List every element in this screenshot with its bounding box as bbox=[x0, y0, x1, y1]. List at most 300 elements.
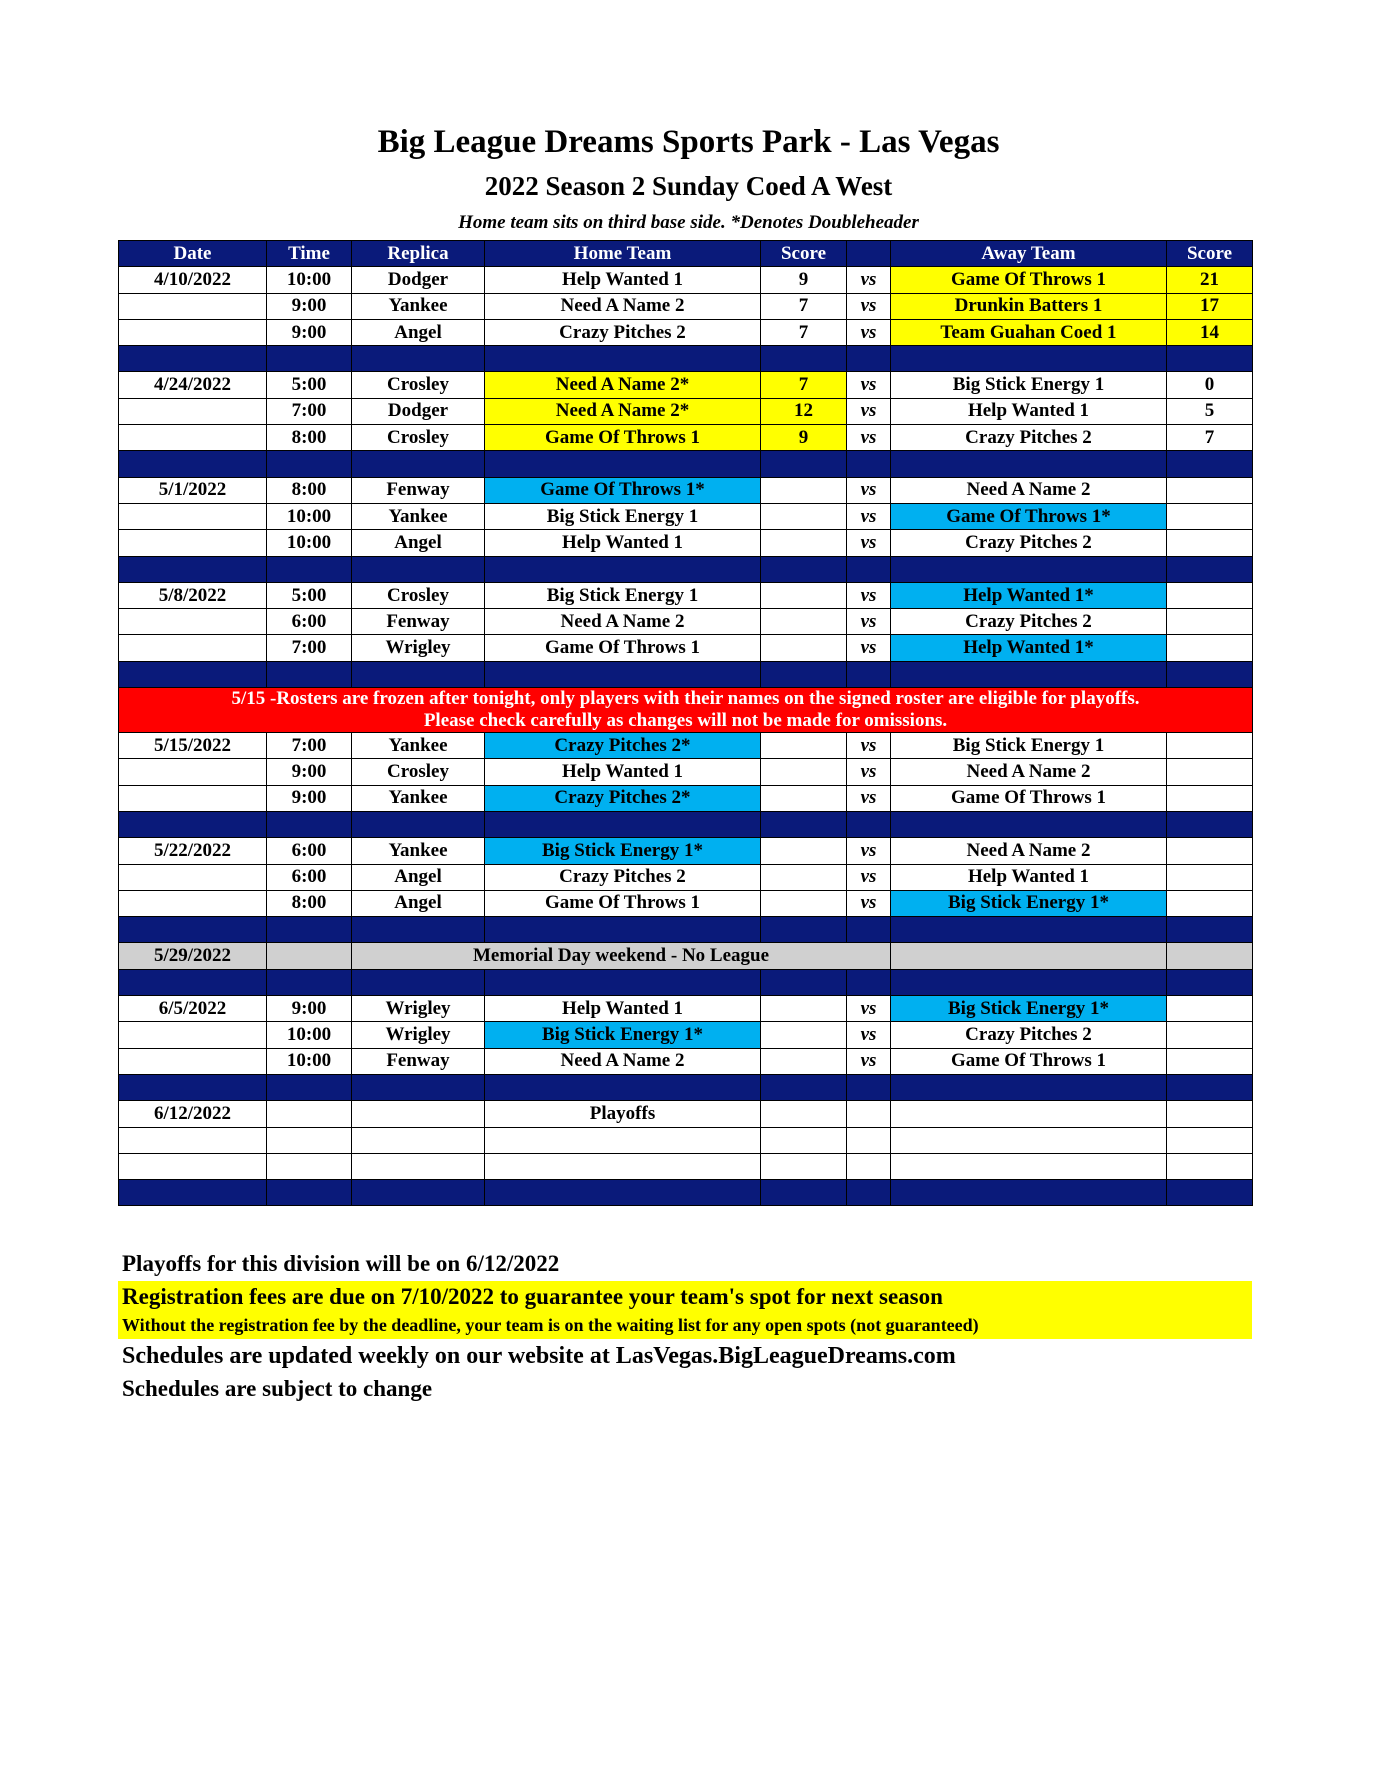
empty-cell bbox=[761, 556, 847, 582]
game-row bbox=[119, 890, 1253, 916]
away-team-cell: Team Guahan Coed 1 bbox=[891, 319, 1167, 345]
empty-cell bbox=[352, 969, 485, 995]
home-team-cell: Help Wanted 1 bbox=[485, 996, 761, 1022]
date-cell bbox=[119, 319, 267, 345]
away-team-cell: Game Of Throws 1* bbox=[891, 503, 1167, 529]
table-header-row bbox=[119, 241, 1253, 267]
playoffs-row bbox=[119, 1101, 1253, 1127]
registration-note: Registration fees are due on 7/10/2022 to guarantee your team's spot for next season bbox=[122, 1284, 943, 1309]
home-score-cell bbox=[761, 890, 847, 916]
time-cell: 7:00 bbox=[267, 733, 352, 759]
time-cell: 6:00 bbox=[267, 609, 352, 635]
col-date: Date bbox=[119, 241, 267, 267]
date-cell: 5/15/2022 bbox=[119, 733, 267, 759]
col-vs bbox=[847, 241, 891, 267]
empty-cell bbox=[1167, 969, 1253, 995]
empty-cell bbox=[1167, 556, 1253, 582]
vs-cell: vs bbox=[847, 477, 891, 503]
game-row bbox=[119, 864, 1253, 890]
empty-cell bbox=[267, 1180, 352, 1206]
replica-cell: Angel bbox=[352, 530, 485, 556]
replica-cell: Wrigley bbox=[352, 996, 485, 1022]
away-team-cell: Need A Name 2 bbox=[891, 477, 1167, 503]
empty-cell bbox=[267, 346, 352, 372]
schedule-table bbox=[118, 240, 1253, 1206]
home-team-cell: Big Stick Energy 1* bbox=[485, 1022, 761, 1048]
replica-cell: Wrigley bbox=[352, 1022, 485, 1048]
page-title: Big League Dreams Sports Park - Las Vegas bbox=[377, 124, 1000, 160]
empty-cell bbox=[891, 661, 1167, 687]
empty-cell bbox=[847, 1153, 891, 1179]
date-cell: 6/12/2022 bbox=[119, 1101, 267, 1127]
empty-cell bbox=[891, 917, 1167, 943]
empty-cell bbox=[891, 811, 1167, 837]
empty-cell bbox=[1167, 346, 1253, 372]
date-cell bbox=[119, 1048, 267, 1074]
roster-notice bbox=[119, 688, 1253, 733]
vs-cell: vs bbox=[847, 759, 891, 785]
blank-row bbox=[119, 1153, 1253, 1179]
empty-cell bbox=[891, 1101, 1167, 1127]
time-cell: 7:00 bbox=[267, 635, 352, 661]
empty-cell bbox=[119, 917, 267, 943]
vs-cell: vs bbox=[847, 635, 891, 661]
empty-cell bbox=[847, 1101, 891, 1127]
empty-cell bbox=[119, 556, 267, 582]
date-cell bbox=[119, 785, 267, 811]
home-team-cell: Help Wanted 1 bbox=[485, 530, 761, 556]
empty-cell bbox=[119, 811, 267, 837]
empty-cell bbox=[352, 451, 485, 477]
away-score-cell bbox=[1167, 582, 1253, 608]
home-score-cell: 7 bbox=[761, 372, 847, 398]
empty-cell bbox=[119, 1074, 267, 1100]
notice-line-1: 5/15 -Rosters are frozen after tonight, only players with their names on the signed roster are eligible for playoffs. bbox=[231, 688, 1140, 710]
away-score-cell bbox=[1167, 609, 1253, 635]
home-score-cell bbox=[761, 1022, 847, 1048]
date-cell: 5/1/2022 bbox=[119, 477, 267, 503]
date-cell bbox=[119, 864, 267, 890]
home-score-cell bbox=[761, 864, 847, 890]
date-cell: 5/22/2022 bbox=[119, 838, 267, 864]
empty-cell bbox=[119, 1127, 267, 1153]
empty-cell bbox=[847, 1127, 891, 1153]
home-team-cell: Game Of Throws 1 bbox=[485, 425, 761, 451]
game-row bbox=[119, 759, 1253, 785]
home-team-cell: Help Wanted 1 bbox=[485, 267, 761, 293]
away-team-cell: Help Wanted 1 bbox=[891, 398, 1167, 424]
home-score-cell bbox=[761, 477, 847, 503]
date-cell bbox=[119, 759, 267, 785]
notice-line-2: Please check carefully as changes will not be made for omissions. bbox=[423, 710, 948, 732]
date-cell bbox=[119, 890, 267, 916]
away-team-cell: Crazy Pitches 2 bbox=[891, 1022, 1167, 1048]
empty-cell bbox=[891, 451, 1167, 477]
empty-cell bbox=[1167, 811, 1253, 837]
empty-cell bbox=[119, 661, 267, 687]
home-score-cell: 12 bbox=[761, 398, 847, 424]
empty-cell bbox=[847, 969, 891, 995]
empty-cell bbox=[352, 1180, 485, 1206]
empty-cell bbox=[1167, 1127, 1253, 1153]
empty-cell bbox=[761, 917, 847, 943]
vs-cell: vs bbox=[847, 372, 891, 398]
away-score-cell bbox=[1167, 838, 1253, 864]
separator-row bbox=[119, 917, 1253, 943]
date-cell bbox=[119, 635, 267, 661]
vs-cell: vs bbox=[847, 996, 891, 1022]
game-row bbox=[119, 1048, 1253, 1074]
separator-row bbox=[119, 811, 1253, 837]
away-score-cell bbox=[1167, 996, 1253, 1022]
replica-cell: Fenway bbox=[352, 609, 485, 635]
vs-cell: vs bbox=[847, 890, 891, 916]
date-cell: 5/8/2022 bbox=[119, 582, 267, 608]
empty-cell bbox=[1167, 1074, 1253, 1100]
empty-cell bbox=[119, 969, 267, 995]
empty-cell bbox=[267, 811, 352, 837]
empty-cell bbox=[485, 346, 761, 372]
away-team-cell: Help Wanted 1* bbox=[891, 635, 1167, 661]
date-cell bbox=[119, 398, 267, 424]
empty-cell bbox=[847, 451, 891, 477]
home-team-cell: Need A Name 2 bbox=[485, 1048, 761, 1074]
away-team-cell: Crazy Pitches 2 bbox=[891, 530, 1167, 556]
empty-cell bbox=[891, 1180, 1167, 1206]
home-team-cell: Help Wanted 1 bbox=[485, 759, 761, 785]
away-team-cell: Big Stick Energy 1* bbox=[891, 996, 1167, 1022]
separator-row bbox=[119, 346, 1253, 372]
playoffs-note: Playoffs for this division will be on 6/12/2022 bbox=[122, 1251, 560, 1276]
notice-row bbox=[119, 688, 1253, 733]
date-cell bbox=[119, 1022, 267, 1048]
replica-cell: Crosley bbox=[352, 372, 485, 398]
separator-row bbox=[119, 1074, 1253, 1100]
game-row bbox=[119, 398, 1253, 424]
game-row bbox=[119, 1022, 1253, 1048]
away-score-cell: 14 bbox=[1167, 319, 1253, 345]
away-score-cell bbox=[1167, 635, 1253, 661]
date-cell: 4/10/2022 bbox=[119, 267, 267, 293]
date-cell: 4/24/2022 bbox=[119, 372, 267, 398]
empty-cell bbox=[847, 1074, 891, 1100]
away-score-cell bbox=[1167, 890, 1253, 916]
replica-cell: Yankee bbox=[352, 785, 485, 811]
empty-cell bbox=[119, 346, 267, 372]
away-team-cell: Game Of Throws 1 bbox=[891, 267, 1167, 293]
home-team-cell: Need A Name 2* bbox=[485, 398, 761, 424]
empty-cell bbox=[119, 1153, 267, 1179]
vs-cell: vs bbox=[847, 503, 891, 529]
time-cell: 10:00 bbox=[267, 1022, 352, 1048]
replica-cell: Angel bbox=[352, 864, 485, 890]
home-team-cell: Crazy Pitches 2 bbox=[485, 319, 761, 345]
away-team-cell: Game Of Throws 1 bbox=[891, 1048, 1167, 1074]
game-row bbox=[119, 609, 1253, 635]
time-cell: 9:00 bbox=[267, 996, 352, 1022]
col-away-score: Score bbox=[1167, 241, 1253, 267]
date-cell bbox=[119, 425, 267, 451]
time-cell: 10:00 bbox=[267, 1048, 352, 1074]
empty-cell bbox=[847, 917, 891, 943]
empty-cell bbox=[761, 1074, 847, 1100]
empty-cell bbox=[761, 969, 847, 995]
empty-cell bbox=[1167, 1101, 1253, 1127]
empty-cell bbox=[761, 661, 847, 687]
empty-cell bbox=[485, 811, 761, 837]
empty-cell bbox=[267, 1127, 352, 1153]
empty-cell bbox=[352, 1153, 485, 1179]
replica-cell: Yankee bbox=[352, 838, 485, 864]
vs-cell: vs bbox=[847, 733, 891, 759]
empty-cell bbox=[761, 1101, 847, 1127]
replica-cell: Yankee bbox=[352, 733, 485, 759]
change-note: Schedules are subject to change bbox=[122, 1376, 433, 1401]
empty-cell bbox=[1167, 661, 1253, 687]
replica-cell: Fenway bbox=[352, 477, 485, 503]
empty-cell bbox=[352, 811, 485, 837]
away-team-cell: Big Stick Energy 1* bbox=[891, 890, 1167, 916]
game-row bbox=[119, 293, 1253, 319]
empty-cell bbox=[847, 346, 891, 372]
replica-cell: Wrigley bbox=[352, 635, 485, 661]
separator-row bbox=[119, 451, 1253, 477]
away-score-cell bbox=[1167, 759, 1253, 785]
game-row bbox=[119, 477, 1253, 503]
empty-cell bbox=[1167, 451, 1253, 477]
date-cell: 6/5/2022 bbox=[119, 996, 267, 1022]
away-score-cell bbox=[1167, 477, 1253, 503]
replica-cell: Dodger bbox=[352, 267, 485, 293]
vs-cell: vs bbox=[847, 425, 891, 451]
away-team-cell: Crazy Pitches 2 bbox=[891, 609, 1167, 635]
empty-cell bbox=[267, 969, 352, 995]
vs-cell: vs bbox=[847, 530, 891, 556]
time-cell: 5:00 bbox=[267, 582, 352, 608]
time-cell: 10:00 bbox=[267, 267, 352, 293]
home-team-cell: Crazy Pitches 2* bbox=[485, 785, 761, 811]
page-note: Home team sits on third base side. *Denotes Doubleheader bbox=[458, 212, 919, 233]
home-team-cell: Need A Name 2 bbox=[485, 293, 761, 319]
empty-cell bbox=[891, 1127, 1167, 1153]
empty-cell bbox=[267, 451, 352, 477]
empty-cell bbox=[891, 556, 1167, 582]
replica-cell: Dodger bbox=[352, 398, 485, 424]
home-score-cell: 7 bbox=[761, 319, 847, 345]
empty-cell bbox=[847, 661, 891, 687]
date-cell bbox=[119, 530, 267, 556]
empty-cell bbox=[119, 451, 267, 477]
empty-cell bbox=[1167, 1153, 1253, 1179]
empty-cell bbox=[761, 811, 847, 837]
empty-cell bbox=[267, 943, 352, 969]
replica-cell: Angel bbox=[352, 890, 485, 916]
empty-cell bbox=[352, 1127, 485, 1153]
empty-cell bbox=[485, 661, 761, 687]
game-row bbox=[119, 582, 1253, 608]
home-score-cell bbox=[761, 996, 847, 1022]
page-subtitle: 2022 Season 2 Sunday Coed A West bbox=[484, 171, 893, 201]
time-cell: 10:00 bbox=[267, 530, 352, 556]
away-score-cell: 7 bbox=[1167, 425, 1253, 451]
registration-detail: Without the registration fee by the deadline, your team is on the waiting list for any open spots (not guaranteed) bbox=[122, 1315, 979, 1335]
replica-cell: Yankee bbox=[352, 293, 485, 319]
time-cell: 9:00 bbox=[267, 759, 352, 785]
empty-cell bbox=[761, 346, 847, 372]
empty-cell bbox=[352, 556, 485, 582]
home-score-cell bbox=[761, 838, 847, 864]
replica-cell: Yankee bbox=[352, 503, 485, 529]
empty-cell bbox=[1167, 917, 1253, 943]
home-score-cell: 9 bbox=[761, 425, 847, 451]
home-score-cell bbox=[761, 759, 847, 785]
empty-cell bbox=[485, 1074, 761, 1100]
away-team-cell: Help Wanted 1 bbox=[891, 864, 1167, 890]
away-score-cell: 5 bbox=[1167, 398, 1253, 424]
col-home-team: Home Team bbox=[485, 241, 761, 267]
time-cell: 8:00 bbox=[267, 890, 352, 916]
home-team-cell: Big Stick Energy 1 bbox=[485, 503, 761, 529]
game-row bbox=[119, 635, 1253, 661]
away-score-cell bbox=[1167, 733, 1253, 759]
away-score-cell: 0 bbox=[1167, 372, 1253, 398]
empty-cell bbox=[891, 943, 1167, 969]
empty-cell bbox=[847, 811, 891, 837]
vs-cell: vs bbox=[847, 319, 891, 345]
away-score-cell: 17 bbox=[1167, 293, 1253, 319]
empty-cell bbox=[485, 1127, 761, 1153]
home-team-cell: Need A Name 2* bbox=[485, 372, 761, 398]
away-team-cell: Game Of Throws 1 bbox=[891, 785, 1167, 811]
col-away-team: Away Team bbox=[891, 241, 1167, 267]
empty-cell bbox=[485, 1153, 761, 1179]
away-score-cell bbox=[1167, 1048, 1253, 1074]
game-row bbox=[119, 372, 1253, 398]
empty-cell bbox=[352, 917, 485, 943]
away-score-cell: 21 bbox=[1167, 267, 1253, 293]
away-team-cell: Crazy Pitches 2 bbox=[891, 425, 1167, 451]
home-score-cell bbox=[761, 582, 847, 608]
col-replica: Replica bbox=[352, 241, 485, 267]
home-team-cell: Need A Name 2 bbox=[485, 609, 761, 635]
separator-row bbox=[119, 1180, 1253, 1206]
empty-cell bbox=[847, 1180, 891, 1206]
game-row bbox=[119, 267, 1253, 293]
away-score-cell bbox=[1167, 785, 1253, 811]
empty-cell bbox=[267, 661, 352, 687]
home-team-cell: Crazy Pitches 2 bbox=[485, 864, 761, 890]
home-score-cell: 9 bbox=[761, 267, 847, 293]
home-score-cell bbox=[761, 503, 847, 529]
empty-cell bbox=[267, 1101, 352, 1127]
game-row bbox=[119, 319, 1253, 345]
away-team-cell: Drunkin Batters 1 bbox=[891, 293, 1167, 319]
home-score-cell bbox=[761, 733, 847, 759]
home-score-cell bbox=[761, 609, 847, 635]
date-cell bbox=[119, 293, 267, 319]
time-cell: 8:00 bbox=[267, 425, 352, 451]
empty-cell bbox=[847, 556, 891, 582]
empty-cell bbox=[352, 346, 485, 372]
vs-cell: vs bbox=[847, 293, 891, 319]
away-score-cell bbox=[1167, 530, 1253, 556]
empty-cell bbox=[1167, 943, 1253, 969]
replica-cell: Crosley bbox=[352, 582, 485, 608]
empty-cell bbox=[891, 346, 1167, 372]
replica-cell: Crosley bbox=[352, 425, 485, 451]
empty-cell bbox=[761, 1127, 847, 1153]
away-score-cell bbox=[1167, 864, 1253, 890]
game-row bbox=[119, 503, 1253, 529]
time-cell: 7:00 bbox=[267, 398, 352, 424]
schedule-body bbox=[119, 267, 1253, 1206]
empty-cell bbox=[267, 556, 352, 582]
vs-cell: vs bbox=[847, 864, 891, 890]
empty-cell bbox=[485, 969, 761, 995]
empty-cell bbox=[352, 1074, 485, 1100]
date-cell bbox=[119, 503, 267, 529]
website-note: Schedules are updated weekly on our website at LasVegas.BigLeagueDreams.com bbox=[122, 1343, 956, 1369]
home-team-cell: Big Stick Energy 1 bbox=[485, 582, 761, 608]
away-team-cell: Big Stick Energy 1 bbox=[891, 733, 1167, 759]
vs-cell: vs bbox=[847, 267, 891, 293]
replica-cell: Crosley bbox=[352, 759, 485, 785]
vs-cell: vs bbox=[847, 398, 891, 424]
game-row bbox=[119, 996, 1253, 1022]
empty-cell bbox=[119, 1180, 267, 1206]
empty-cell bbox=[485, 556, 761, 582]
vs-cell: vs bbox=[847, 582, 891, 608]
empty-cell bbox=[352, 661, 485, 687]
empty-cell bbox=[891, 969, 1167, 995]
home-team-cell: Big Stick Energy 1* bbox=[485, 838, 761, 864]
home-score-cell: 7 bbox=[761, 293, 847, 319]
game-row bbox=[119, 733, 1253, 759]
separator-row bbox=[119, 661, 1253, 687]
away-score-cell bbox=[1167, 1022, 1253, 1048]
empty-cell bbox=[352, 1101, 485, 1127]
home-team-cell: Game Of Throws 1 bbox=[485, 635, 761, 661]
col-time: Time bbox=[267, 241, 352, 267]
holiday-text: Memorial Day weekend - No League bbox=[352, 943, 891, 969]
vs-cell: vs bbox=[847, 609, 891, 635]
vs-cell: vs bbox=[847, 838, 891, 864]
date-cell: 5/29/2022 bbox=[119, 943, 267, 969]
holiday-row bbox=[119, 943, 1253, 969]
time-cell: 6:00 bbox=[267, 864, 352, 890]
home-team-cell: Game Of Throws 1 bbox=[485, 890, 761, 916]
time-cell: 10:00 bbox=[267, 503, 352, 529]
home-score-cell bbox=[761, 1048, 847, 1074]
empty-cell bbox=[267, 1153, 352, 1179]
col-home-score: Score bbox=[761, 241, 847, 267]
replica-cell: Fenway bbox=[352, 1048, 485, 1074]
game-row bbox=[119, 785, 1253, 811]
game-row bbox=[119, 530, 1253, 556]
empty-cell bbox=[1167, 1180, 1253, 1206]
empty-cell bbox=[891, 1153, 1167, 1179]
separator-row bbox=[119, 969, 1253, 995]
blank-row bbox=[119, 1127, 1253, 1153]
home-team-cell: Crazy Pitches 2* bbox=[485, 733, 761, 759]
game-row bbox=[119, 425, 1253, 451]
home-score-cell bbox=[761, 530, 847, 556]
time-cell: 9:00 bbox=[267, 319, 352, 345]
date-cell bbox=[119, 609, 267, 635]
empty-cell bbox=[267, 1074, 352, 1100]
game-row bbox=[119, 838, 1253, 864]
empty-cell bbox=[267, 917, 352, 943]
